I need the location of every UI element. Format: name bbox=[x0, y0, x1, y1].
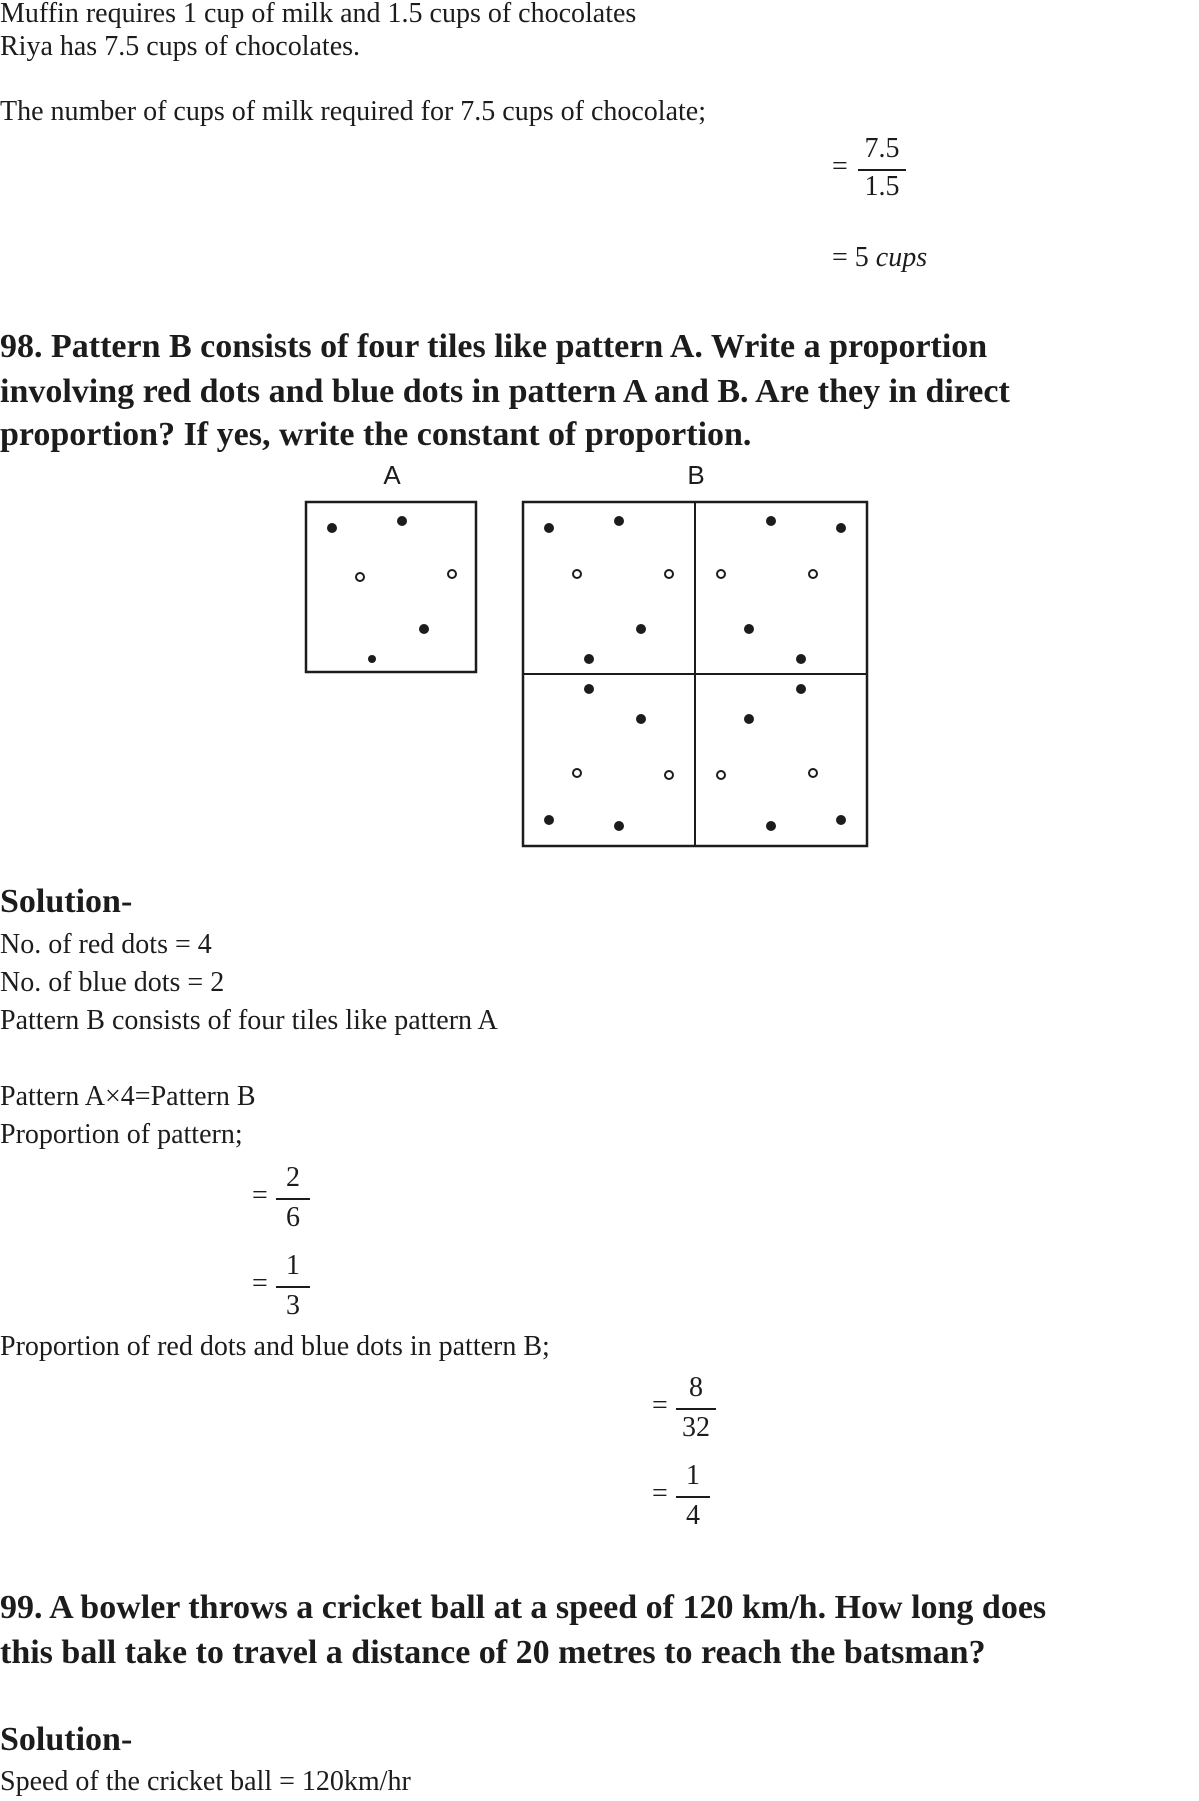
blue-dot bbox=[717, 570, 725, 578]
question-99-line-2: this ball take to travel a distance of 20 metres to reach the batsman? bbox=[0, 1634, 986, 1671]
red-dot bbox=[368, 655, 376, 663]
fraction-1-3 bbox=[252, 1250, 312, 1330]
red-dot bbox=[766, 516, 776, 526]
red-dot bbox=[419, 624, 429, 634]
red-dot bbox=[614, 516, 624, 526]
red-dot bbox=[744, 714, 754, 724]
fraction-numerator: 8 bbox=[689, 1372, 703, 1403]
red-dot bbox=[836, 815, 846, 825]
equals-sign: = bbox=[252, 1268, 268, 1299]
blue-dot bbox=[809, 570, 817, 578]
milk-statement: The number of cups of milk required for 7.5 cups of chocolate; bbox=[0, 96, 707, 127]
equals-sign: = bbox=[832, 151, 848, 182]
intro-line-1: Muffin requires 1 cup of milk and 1.5 cups of chocolates bbox=[0, 0, 637, 29]
red-dot bbox=[584, 684, 594, 694]
pattern-b-proportion-label: Proportion of red dots and blue dots in pattern B; bbox=[0, 1331, 550, 1362]
fraction-numerator: 2 bbox=[286, 1162, 300, 1193]
solution-line: Pattern B consists of four tiles like pattern A bbox=[0, 1005, 498, 1036]
pattern-figure bbox=[0, 455, 1199, 855]
fraction-denominator: 1.5 bbox=[864, 171, 900, 202]
red-dot bbox=[584, 654, 594, 664]
equals-sign: = bbox=[832, 242, 848, 273]
pattern-a-label: A bbox=[383, 460, 401, 490]
equals-sign: = bbox=[252, 1180, 268, 1211]
solution-line: No. of red dots = 4 bbox=[0, 929, 212, 960]
blue-dot bbox=[665, 570, 673, 578]
pattern-b-label: B bbox=[687, 460, 705, 490]
proportion-label: Proportion of pattern; bbox=[0, 1119, 243, 1150]
fraction-denominator: 3 bbox=[286, 1290, 300, 1321]
question-99-line-1: 99. A bowler throws a cricket ball at a speed of 120 km/h. How long does bbox=[0, 1589, 1047, 1626]
fraction-bar bbox=[276, 1198, 310, 1200]
red-dot bbox=[636, 624, 646, 634]
red-dot bbox=[327, 523, 337, 533]
result-value: 5 bbox=[854, 242, 869, 273]
question-98-line-3: proportion? If yes, write the constant of proportion. bbox=[0, 416, 752, 453]
pattern-relation: Pattern A×4=Pattern B bbox=[0, 1081, 256, 1112]
equals-sign: = bbox=[652, 1390, 668, 1421]
fraction-bar bbox=[276, 1286, 310, 1288]
red-dot bbox=[796, 654, 806, 664]
blue-dot bbox=[356, 573, 364, 581]
solution-heading: Solution- bbox=[0, 1721, 133, 1758]
fraction-2-6 bbox=[252, 1162, 312, 1242]
solution-heading: Solution- bbox=[0, 883, 133, 920]
red-dot bbox=[796, 684, 806, 694]
red-dot bbox=[836, 523, 846, 533]
fraction-denominator: 6 bbox=[286, 1202, 300, 1233]
red-dot bbox=[544, 523, 554, 533]
red-dot bbox=[614, 821, 624, 831]
fraction-numerator: 1 bbox=[286, 1250, 300, 1281]
milk-fraction bbox=[832, 133, 912, 203]
milk-result bbox=[832, 242, 927, 274]
fraction-numerator: 7.5 bbox=[864, 133, 900, 164]
question-98-line-1: 98. Pattern B consists of four tiles like pattern A. Write a proportion bbox=[0, 328, 988, 365]
red-dot bbox=[636, 714, 646, 724]
red-dot bbox=[544, 815, 554, 825]
fraction-bar bbox=[676, 1496, 710, 1498]
intro-line-2: Riya has 7.5 cups of chocolates. bbox=[0, 31, 361, 62]
fraction-8-32 bbox=[652, 1372, 722, 1452]
question-98-line-2: involving red dots and blue dots in pattern A and B. Are they in direct bbox=[0, 373, 1010, 410]
equals-sign: = bbox=[652, 1478, 668, 1509]
red-dot bbox=[744, 624, 754, 634]
fraction-denominator: 4 bbox=[686, 1500, 700, 1531]
fraction-numerator: 1 bbox=[686, 1460, 700, 1491]
solution-line: No. of blue dots = 2 bbox=[0, 967, 225, 998]
blue-dot bbox=[573, 570, 581, 578]
fraction-bar bbox=[676, 1408, 716, 1410]
blue-dot bbox=[717, 771, 725, 779]
blue-dot bbox=[665, 771, 673, 779]
solution-line: Speed of the cricket ball = 120km/hr bbox=[0, 1766, 411, 1797]
fraction-1-4 bbox=[652, 1460, 712, 1540]
red-dot bbox=[397, 516, 407, 526]
blue-dot bbox=[573, 769, 581, 777]
fraction-denominator: 32 bbox=[682, 1412, 710, 1443]
red-dot bbox=[766, 821, 776, 831]
blue-dot bbox=[448, 570, 456, 578]
result-unit: cups bbox=[875, 242, 928, 273]
blue-dot bbox=[809, 769, 817, 777]
